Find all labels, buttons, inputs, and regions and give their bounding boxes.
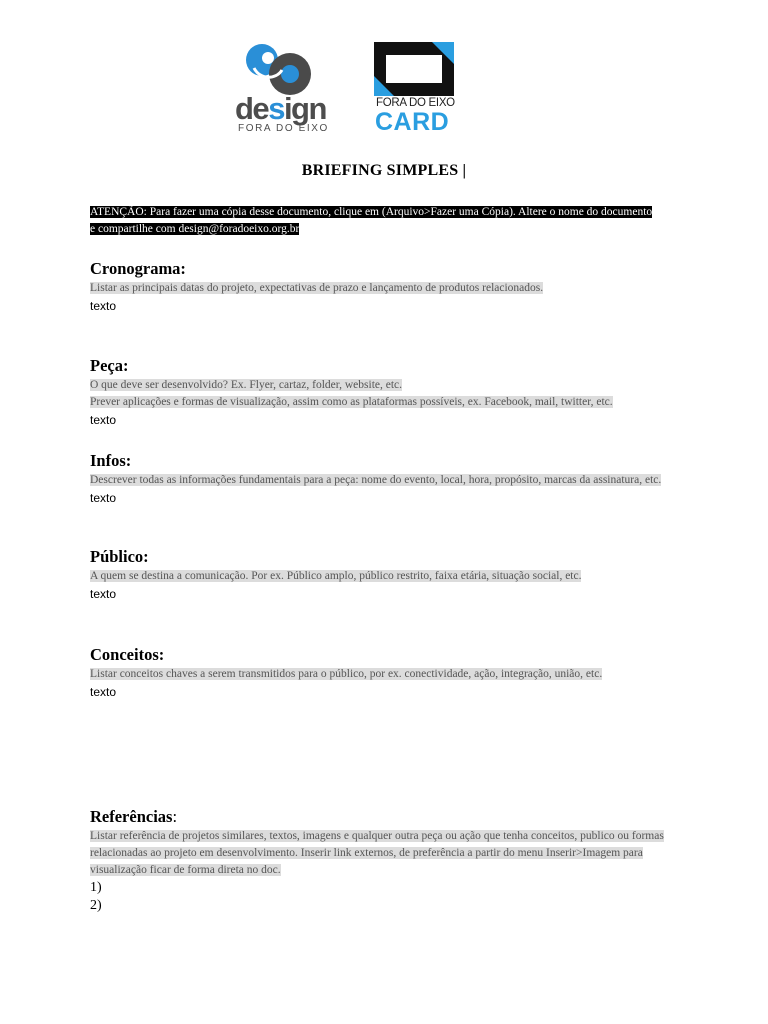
copy-notice-text: ATENÇÃO: Para fazer uma cópia desse documento, clique em (Arquivo>Fazer uma Cópia). Altere o nome do documento e compartilhe com design@foradoeixo.org.br xyxy=(90,206,653,235)
fora-do-eixo-card-logo xyxy=(374,42,458,134)
section-heading-publico: Público: xyxy=(90,547,149,566)
section-heading-peca: Peça: xyxy=(90,356,129,375)
reference-item-2[interactable]: 2) xyxy=(90,898,102,913)
section-peca xyxy=(90,355,670,429)
section-heading-cronograma: Cronograma: xyxy=(90,259,186,278)
document-title: BRIEFING SIMPLES | xyxy=(301,162,467,179)
section-hint: Listar conceitos chaves a serem transmitidos para o público, por ex. conectividade, ação, integração, união, etc. xyxy=(90,668,603,680)
section-heading-conceitos: Conceitos: xyxy=(90,645,165,664)
section-publico xyxy=(90,546,670,603)
section-conceitos xyxy=(90,644,670,701)
section-hint: Listar referência de projetos similares, textos, imagens e qualquer outra peça ou ação que tenha conceitos, publico ou formas relacionadas ao projeto em desenvolvimento. Inserir link externos, de preferência a partir do menu Inserir>Imagem para visualização ficar de forma direta no doc. xyxy=(90,830,664,876)
design-logo-mark-icon xyxy=(238,40,318,96)
section-answer[interactable]: texto xyxy=(90,491,117,505)
reference-item-1[interactable]: 1) xyxy=(90,880,102,895)
section-answer[interactable]: texto xyxy=(90,587,117,601)
section-hint: Prever aplicações e formas de visualização, assim como as plataformas possíveis, ex. Facebook, mail, twitter, etc. xyxy=(90,396,613,408)
section-answer[interactable]: texto xyxy=(90,299,117,313)
section-hint: O que deve ser desenvolvido? Ex. Flyer, cartaz, folder, website, etc. xyxy=(90,379,403,391)
section-answer[interactable]: texto xyxy=(90,685,117,699)
card-logo-frame-icon xyxy=(374,42,456,98)
card-logo-top-text: FORA DO EIXO xyxy=(376,97,455,109)
section-heading-referencias: Referências: xyxy=(90,807,178,826)
section-hint: A quem se destina a comunicação. Por ex. Público amplo, público restrito, faixa etária, situação social, etc. xyxy=(90,570,582,582)
design-fora-do-eixo-logo xyxy=(234,40,329,136)
design-wordmark: design xyxy=(235,91,326,126)
section-referencias xyxy=(90,806,670,915)
card-logo-main-text: CARD xyxy=(375,108,450,136)
copy-notice xyxy=(90,204,660,238)
section-hint: Listar as principais datas do projeto, expectativas de prazo e lançamento de produtos relacionados. xyxy=(90,282,544,294)
section-hint: Descrever todas as informações fundamentais para a peça: nome do evento, local, hora, propósito, marcas da assinatura, etc. xyxy=(90,474,662,486)
section-cronograma xyxy=(90,258,670,315)
section-heading-infos: Infos: xyxy=(90,451,132,470)
section-answer[interactable]: texto xyxy=(90,413,117,427)
section-infos xyxy=(90,450,670,507)
design-logo-subtitle: FORA DO EIXO xyxy=(238,123,329,134)
